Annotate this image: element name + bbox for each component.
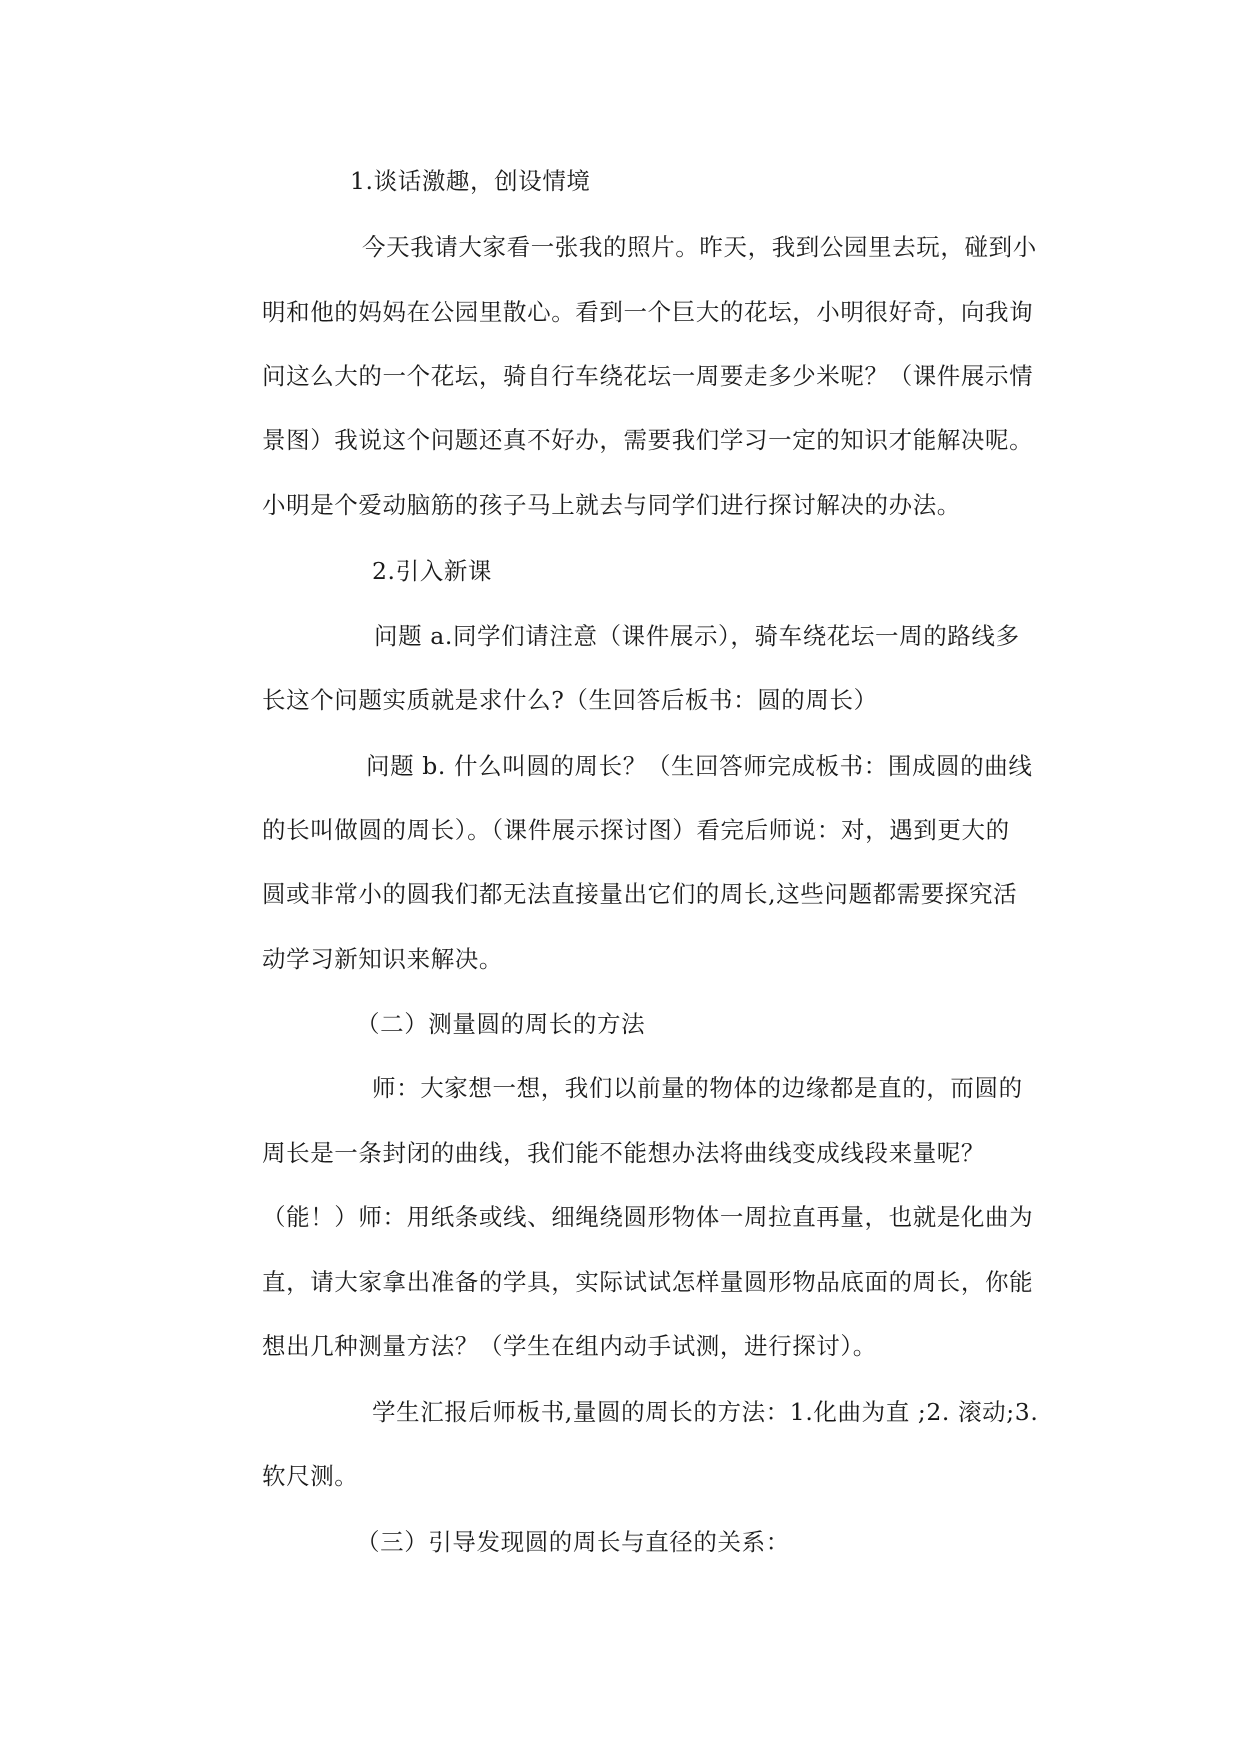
paragraph-line: 周长是一条封闭的曲线，我们能不能想办法将曲线变成线段来量呢？ bbox=[262, 1139, 985, 1167]
paragraph-line: 长这个问题实质就是求什么?（生回答后板书：圆的周长） bbox=[262, 686, 878, 714]
section-heading-measure: （二）测量圆的周长的方法 bbox=[356, 1010, 646, 1038]
paragraph-line: 问题 b. 什么叫圆的周长？（生回答师完成板书：围成圆的曲线 bbox=[366, 752, 1033, 780]
paragraph-line: 问这么大的一个花坛，骑自行车绕花坛一周要走多少米呢？（课件展示情 bbox=[262, 362, 1034, 390]
paragraph-line: 直，请大家拿出准备的学具，实际试试怎样量圆形物品底面的周长，你能 bbox=[262, 1268, 1034, 1296]
paragraph-line: 景图）我说这个问题还真不好办，需要我们学习一定的知识才能解决呢。 bbox=[262, 426, 1034, 454]
paragraph-line: 动学习新知识来解决。 bbox=[262, 945, 503, 973]
paragraph-line: 师：大家想一想，我们以前量的物体的边缘都是直的，而圆的 bbox=[372, 1074, 1023, 1102]
paragraph-line: 学生汇报后师板书,量圆的周长的方法：1.化曲为直 ;2. 滚动;3. bbox=[372, 1398, 1039, 1426]
paragraph-line: 软尺测。 bbox=[262, 1462, 359, 1490]
heading-1-intro: 1.谈话激趣，创设情境 bbox=[350, 167, 591, 195]
paragraph-line: 今天我请大家看一张我的照片。昨天，我到公园里去玩，碰到小 bbox=[362, 233, 1037, 261]
paragraph-line: 问题 a.同学们请注意（课件展示），骑车绕花坛一周的路线多 bbox=[374, 622, 1020, 650]
paragraph-line: 圆或非常小的圆我们都无法直接量出它们的周长,这些问题都需要探究活 bbox=[262, 880, 1018, 908]
heading-2-new-lesson: 2.引入新课 bbox=[372, 557, 493, 585]
section-heading-relationship: （三）引导发现圆的周长与直径的关系： bbox=[356, 1528, 790, 1556]
paragraph-line: 明和他的妈妈在公园里散心。看到一个巨大的花坛，小明很好奇，向我询 bbox=[262, 298, 1034, 326]
paragraph-line: 的长叫做圆的周长）。（课件展示探讨图）看完后师说：对，遇到更大的 bbox=[262, 816, 1010, 844]
paragraph-line: （能！）师：用纸条或线、细绳绕圆形物体一周拉直再量，也就是化曲为 bbox=[262, 1203, 1034, 1231]
paragraph-line: 想出几种测量方法？（学生在组内动手试测，进行探讨）。 bbox=[262, 1332, 877, 1360]
paragraph-line: 小明是个爱动脑筋的孩子马上就去与同学们进行探讨解决的办法。 bbox=[262, 491, 961, 519]
